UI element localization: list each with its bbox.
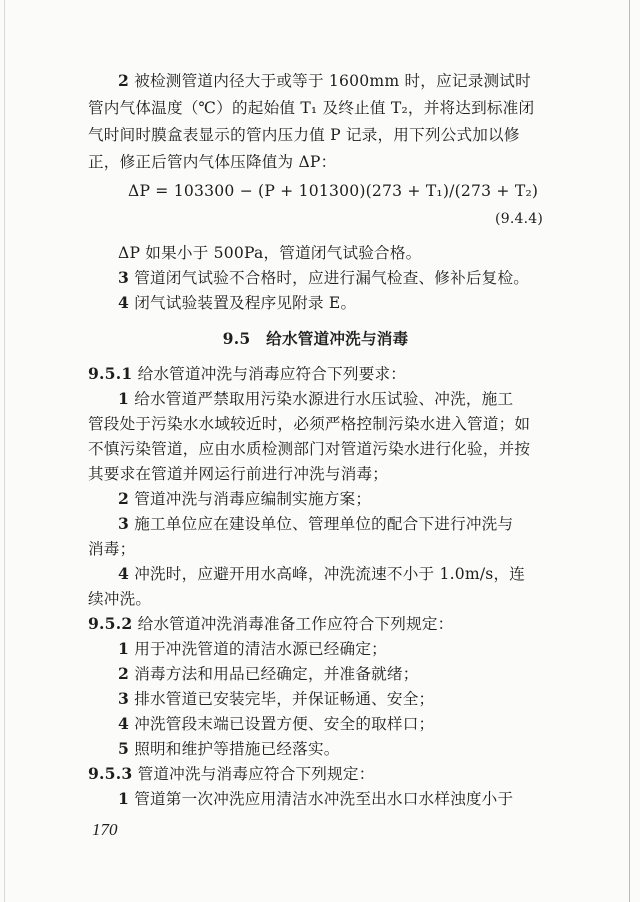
equation-number: (9.4.4) [495,211,543,227]
text-line: 管段处于污染水水域较近时，必须严格控制污染水进入管道；如 [88,415,531,433]
text-line: 不慎污染管道，应由水质检测部门对管道污染水进行化验，并按 [88,440,531,458]
formula: ΔP = 103300 − (P + 101300)(273 + T₁)/(273 + T₂) [128,182,539,200]
text-line: 1 给水管道严禁取用污染水源进行水压试验、冲洗，施工 [118,389,514,408]
text-line: 2 管道冲洗与消毒应编制实施方案； [118,489,372,508]
clause-line: 9.5.3 管道冲洗与消毒应符合下列规定： [88,764,375,783]
text-line: 管内气体温度（℃）的起始值 T₁ 及终止值 T₂，并将达到标准闭 [88,99,535,117]
text-line: 气时间时膜盒表显示的管内压力值 P 记录，用下列公式加以修 [88,126,520,144]
text-line: ΔP 如果小于 500Pa，管道闭气试验合格。 [118,244,422,262]
text-line: 正，修正后管内气体压降值为 ΔP： [88,153,337,171]
text-line: 3 施工单位应在建设单位、管理单位的配合下进行冲洗与 [118,514,514,533]
text-line: 4 闭气试验装置及程序见附录 E。 [118,293,357,312]
text-line: 续冲洗。 [88,590,152,608]
scan-edge-left [4,0,5,902]
text-line: 5 照明和维护等措施已经落实。 [118,739,340,758]
text-line: 1 用于冲洗管道的清洁水源已经确定； [118,639,387,658]
text-line: 3 排水管道已安装完毕，并保证畅通、安全； [118,689,435,708]
text-line: 2 被检测管道内径大于或等于 1600mm 时，应记录测试时 [118,71,531,90]
clause-line: 9.5.1 给水管道冲洗与消毒应符合下列要求： [88,364,407,383]
section-heading: 9.5 给水管道冲洗与消毒 [222,329,409,348]
text-line: 2 消毒方法和用品已经确定，并准备就绪； [118,664,419,683]
text-line: 消毒； [88,540,136,558]
text-line: 其要求在管道并网运行前进行冲洗与消毒； [88,465,389,483]
text-line: 3 管道闭气试验不合格时，应进行漏气检查、修补后复检。 [118,268,530,287]
text-line: 4 冲洗管段末端已设置方便、安全的取样口； [118,714,435,733]
text-line: 4 冲洗时，应避开用水高峰，冲洗流速不小于 1.0m/s，连 [118,564,526,583]
clause-line: 9.5.2 给水管道冲洗消毒准备工作应符合下列规定： [88,614,454,633]
page-number: 170 [92,820,118,839]
text-line: 1 管道第一次冲洗应用清洁水冲洗至出水口水样浊度小于 [118,789,514,808]
scan-edge-right [629,0,630,902]
